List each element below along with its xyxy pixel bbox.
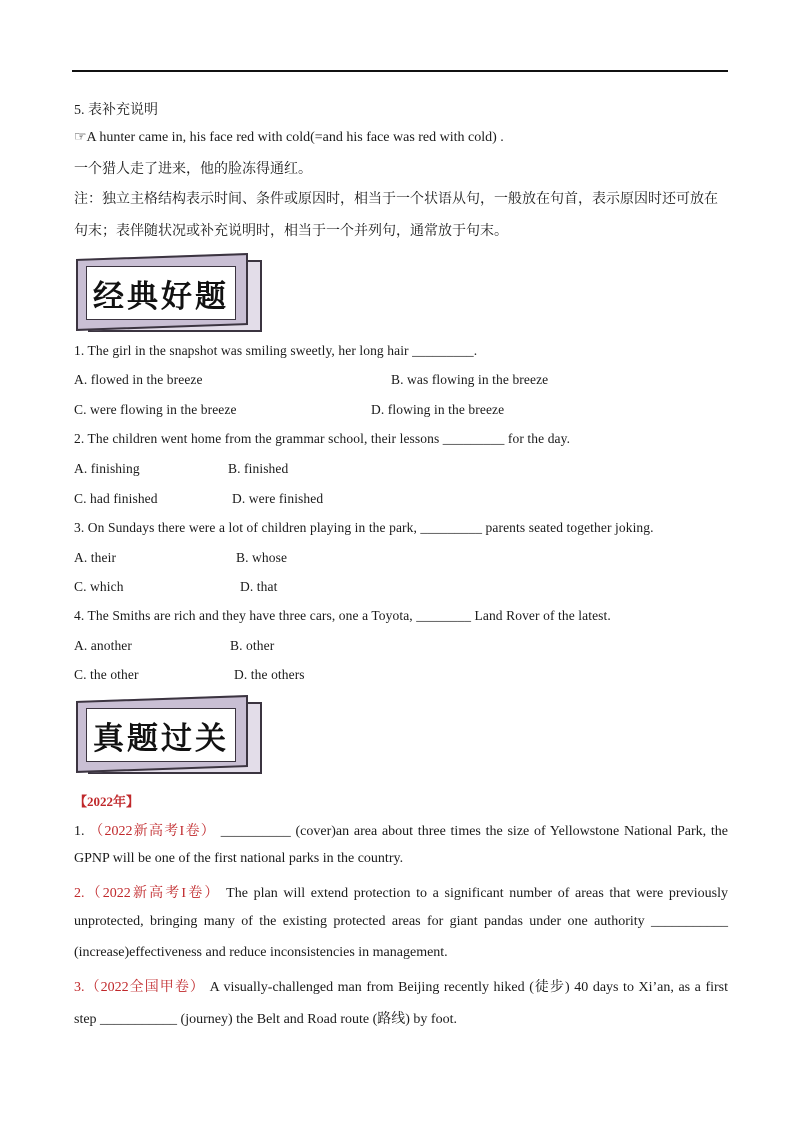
item-number: 2. — [74, 886, 85, 901]
item-number: 1. — [74, 824, 85, 839]
item-text: A visually-challenged man from Beijing recently hiked (徒步) 40 days to Xi’an, as a first — [209, 980, 728, 995]
option: C. had finished — [74, 491, 158, 506]
option: C. were flowing in the breeze — [74, 402, 237, 417]
section-heading: 5. 表补充说明 — [74, 103, 158, 118]
question-stem: 2. The children went home from the grammar school, their lessons _________ for the day. — [74, 431, 571, 446]
note-line: 句末；表伴随状况或补充说明时，相当于一个并列句，通常放于句末。 — [74, 224, 508, 239]
example-translation: 一个猎人走了进来，他的脸冻得通红。 — [74, 162, 312, 177]
question-stem: 1. The girl in the snapshot was smiling sweetly, her long hair _________. — [74, 343, 478, 358]
option: B. finished — [228, 461, 289, 476]
option: D. that — [240, 579, 278, 594]
option: A. flowed in the breeze — [74, 372, 203, 387]
option: B. whose — [236, 550, 288, 565]
option: C. the other — [74, 667, 139, 682]
item-source: （2022全国甲卷） — [84, 980, 205, 995]
banner-real-exam — [74, 698, 260, 778]
exam-item-line — [74, 976, 728, 996]
option: D. were finished — [232, 491, 324, 506]
example-sentence: ☞A hunter came in, his face red with cold(=and his face was red with cold) . — [74, 130, 504, 145]
banner-classic-questions — [74, 256, 260, 336]
year-label: 【2022年】 — [74, 794, 140, 809]
option: A. finishing — [74, 461, 140, 476]
option: D. the others — [234, 667, 305, 682]
item-source: （2022新高考I卷） — [84, 886, 221, 901]
option: B. was flowing in the breeze — [391, 372, 549, 387]
option: B. other — [230, 638, 275, 653]
exam-item-line: unprotected, bringing many of the existing protected areas for giant pandas under one authority ___________ — [74, 914, 728, 929]
banner-title: 真题过关 — [86, 708, 236, 762]
banner-title: 经典好题 — [86, 266, 236, 320]
exam-item-line — [74, 882, 728, 902]
exam-item-line: step ___________ (journey) the Belt and Road route (路线) by foot. — [74, 1012, 457, 1027]
question-stem: 3. On Sundays there were a lot of children playing in the park, _________ parents seated together joking. — [74, 520, 654, 535]
exam-item-line — [74, 820, 728, 840]
option: A. their — [74, 550, 117, 565]
header-rule — [72, 70, 728, 72]
option: D. flowing in the breeze — [371, 402, 505, 417]
item-text: __________ (cover)an area about three times the size of Yellowstone National Park, the — [220, 824, 729, 839]
note-line: 注：独立主格结构表示时间、条件或原因时，相当于一个状语从句，一般放在句首，表示原因时还可放在 — [74, 192, 718, 207]
exam-item-line: GPNP will be one of the first national parks in the country. — [74, 851, 404, 866]
item-number: 3. — [74, 980, 85, 995]
item-text: The plan will extend protection to a significant number of areas that were previously — [226, 886, 729, 901]
option: A. another — [74, 638, 132, 653]
question-stem: 4. The Smiths are rich and they have three cars, one a Toyota, ________ Land Rover of the latest. — [74, 608, 611, 623]
item-source: （2022新高考I卷） — [89, 824, 216, 839]
option: C. which — [74, 579, 124, 594]
exam-item-line: (increase)effectiveness and reduce inconsistencies in management. — [74, 945, 448, 960]
